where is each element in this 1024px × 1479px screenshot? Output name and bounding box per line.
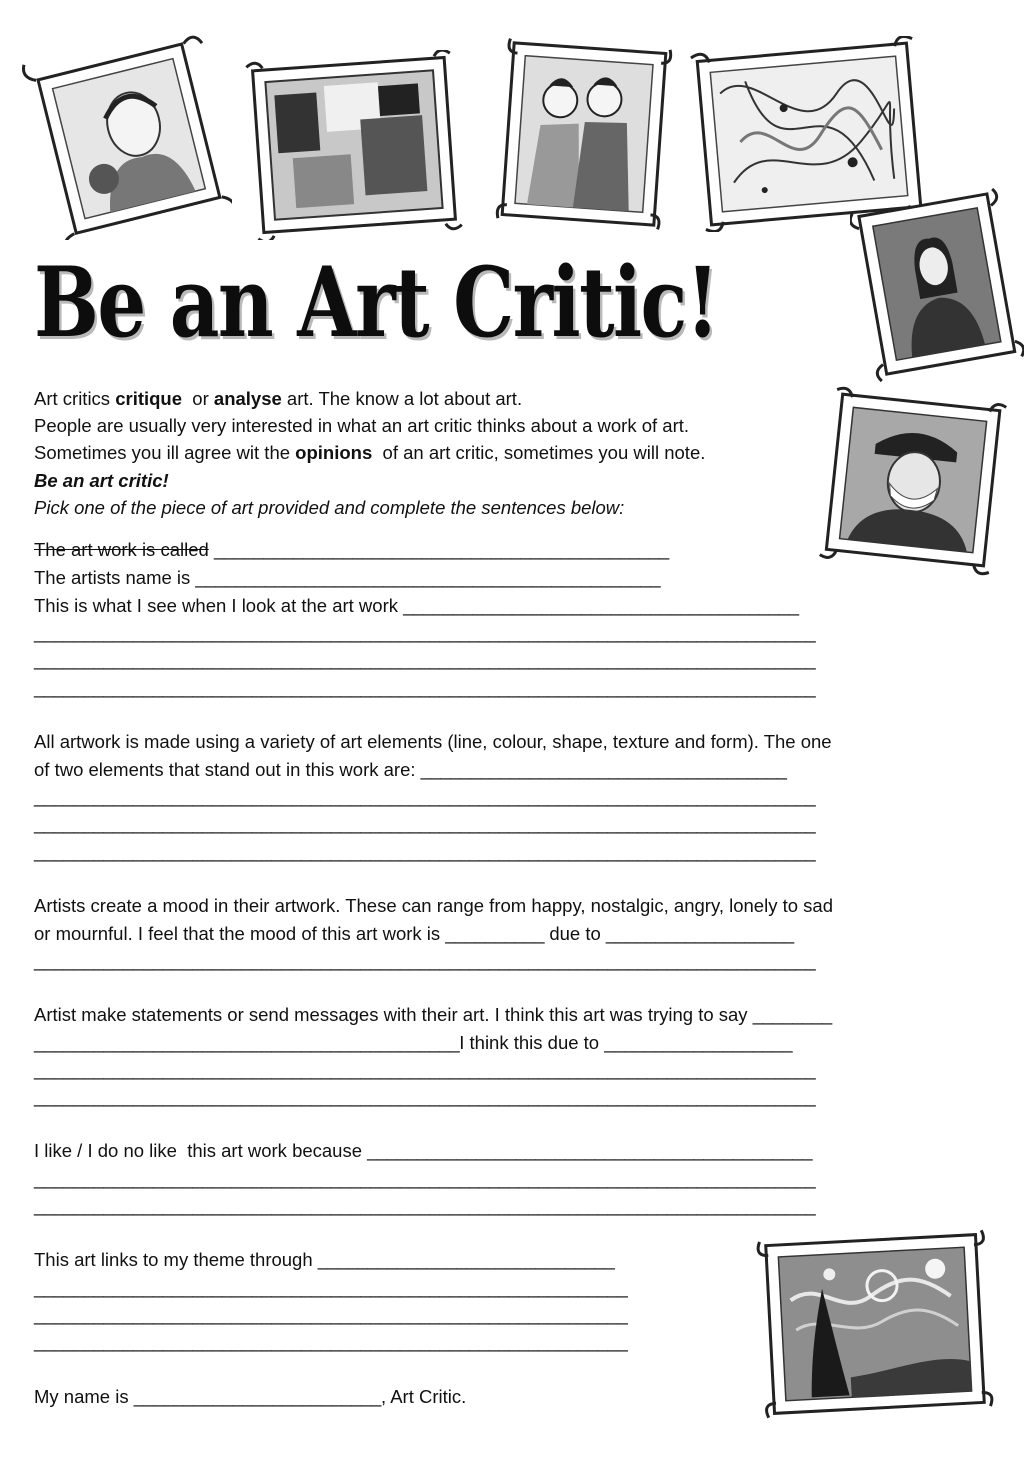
- instructions: Pick one of the piece of art provided and complete the sentences below:: [34, 497, 625, 518]
- answer-blank[interactable]: ________: [752, 1004, 832, 1025]
- answer-line[interactable]: ____________________________________________________________: [34, 1277, 628, 1298]
- term-opinions: opinions: [295, 442, 373, 463]
- answer-line[interactable]: _______________________________________________________________________________: [34, 622, 816, 643]
- answer-blank[interactable]: ___________________: [604, 1032, 793, 1053]
- answer-line[interactable]: _______________________________________________________________________________: [34, 1168, 816, 1189]
- artwork-frame-two-figures: [494, 36, 674, 232]
- intro-text: Art critics: [34, 388, 116, 409]
- prompt-message-line-2: [34, 1030, 792, 1056]
- name-blank[interactable]: _________________________: [133, 1386, 381, 1407]
- cubist-image: [244, 50, 464, 240]
- answer-blank[interactable]: ______________________________: [317, 1249, 615, 1270]
- answer-blank[interactable]: _____________________________________: [420, 759, 787, 780]
- answer-line[interactable]: _______________________________________________________________________________: [34, 1059, 816, 1080]
- answer-line[interactable]: _______________________________________________________________________________: [34, 1086, 816, 1107]
- answer-blank[interactable]: ________________________________________: [403, 595, 799, 616]
- prompt-mood-line-2: [34, 921, 794, 947]
- intro-line-2: People are usually very interested in what an art critic thinks about a work of art.: [34, 415, 690, 436]
- prompt-label: or mournful. I feel that the mood of this art work is: [34, 923, 441, 944]
- prompt-message-line-1: [34, 1002, 832, 1028]
- prompt-label: due to: [549, 923, 601, 944]
- intro-line-3: [34, 440, 705, 466]
- term-analyse: analyse: [213, 388, 282, 409]
- mona-lisa-image: [850, 186, 1024, 384]
- intro-text: of an art critic, sometimes you will note.: [372, 442, 706, 463]
- prompt-label: The artists name is: [34, 567, 191, 588]
- term-critique: critique: [115, 388, 183, 409]
- artwork-frame-mona-lisa: [850, 186, 1024, 384]
- prompt-label: This is what I see when I look at the art work: [34, 595, 398, 616]
- prompt-like: [34, 1138, 812, 1164]
- answer-line[interactable]: ____________________________________________________________: [34, 1304, 628, 1325]
- answer-line[interactable]: _______________________________________________________________________________: [34, 649, 816, 670]
- prompt-label: The art work is called: [34, 539, 209, 560]
- two-figures-image: [494, 36, 674, 232]
- answer-line[interactable]: _______________________________________________________________________________: [34, 950, 816, 971]
- answer-line[interactable]: _______________________________________________________________________________: [34, 813, 816, 834]
- answer-line[interactable]: _______________________________________________________________________________: [34, 841, 816, 862]
- answer-line[interactable]: ____________________________________________________________: [34, 1331, 628, 1352]
- artwork-frame-starry-night: [752, 1226, 998, 1422]
- prompt-label: Artist make statements or send messages with their art. I think this art was trying to say: [34, 1004, 748, 1025]
- intro-text: Sometimes you ill agree wit the: [34, 442, 296, 463]
- answer-line[interactable]: _______________________________________________________________________________: [34, 677, 816, 698]
- answer-blank-mood[interactable]: __________: [445, 923, 545, 944]
- self-portrait-image: [818, 386, 1008, 576]
- intro-text: art. The know a lot about art.: [281, 388, 523, 409]
- prompt-theme: [34, 1247, 614, 1273]
- starry-night-image: [752, 1226, 998, 1422]
- answer-blank[interactable]: ___________________________________________: [34, 1032, 460, 1053]
- answer-line[interactable]: _______________________________________________________________________________: [34, 1195, 816, 1216]
- call-to-action: Be an art critic!: [34, 470, 169, 491]
- prompt-label: I think this due to: [459, 1032, 600, 1053]
- answer-blank[interactable]: ______________________________________________: [213, 539, 669, 560]
- prompt-label: , Art Critic.: [380, 1386, 467, 1407]
- answer-blank-reason[interactable]: ___________________: [605, 923, 794, 944]
- prompt-name: [34, 1384, 466, 1410]
- intro-line-1: [34, 386, 522, 412]
- prompt-label: This art links to my theme through: [34, 1249, 313, 1270]
- artwork-frame-portrait: [22, 30, 232, 240]
- prompt-artwork-title: [34, 537, 669, 563]
- prompt-what-i-see: [34, 593, 799, 619]
- prompt-label: I like / I do no like this art work because: [34, 1140, 363, 1161]
- prompt-elements-line-2: [34, 757, 787, 783]
- portrait-image: [22, 30, 232, 240]
- prompt-artist-name: [34, 565, 660, 591]
- artwork-frame-cubist: [244, 50, 464, 240]
- answer-blank[interactable]: _____________________________________________: [367, 1140, 813, 1161]
- prompt-label: My name is: [34, 1386, 129, 1407]
- answer-blank[interactable]: _______________________________________________: [195, 567, 661, 588]
- artwork-frame-self-portrait: [818, 386, 1008, 576]
- intro-text: or: [182, 388, 214, 409]
- page-title: Be an Art Critic!: [34, 246, 718, 359]
- answer-line[interactable]: _______________________________________________________________________________: [34, 786, 816, 807]
- prompt-mood-line-1: Artists create a mood in their artwork. These can range from happy, nostalgic, angry, lonely to sad: [34, 895, 833, 916]
- prompt-label: of two elements that stand out in this work are:: [34, 759, 416, 780]
- prompt-elements-line-1: All artwork is made using a variety of art elements (line, colour, shape, texture and form). The one: [34, 731, 832, 752]
